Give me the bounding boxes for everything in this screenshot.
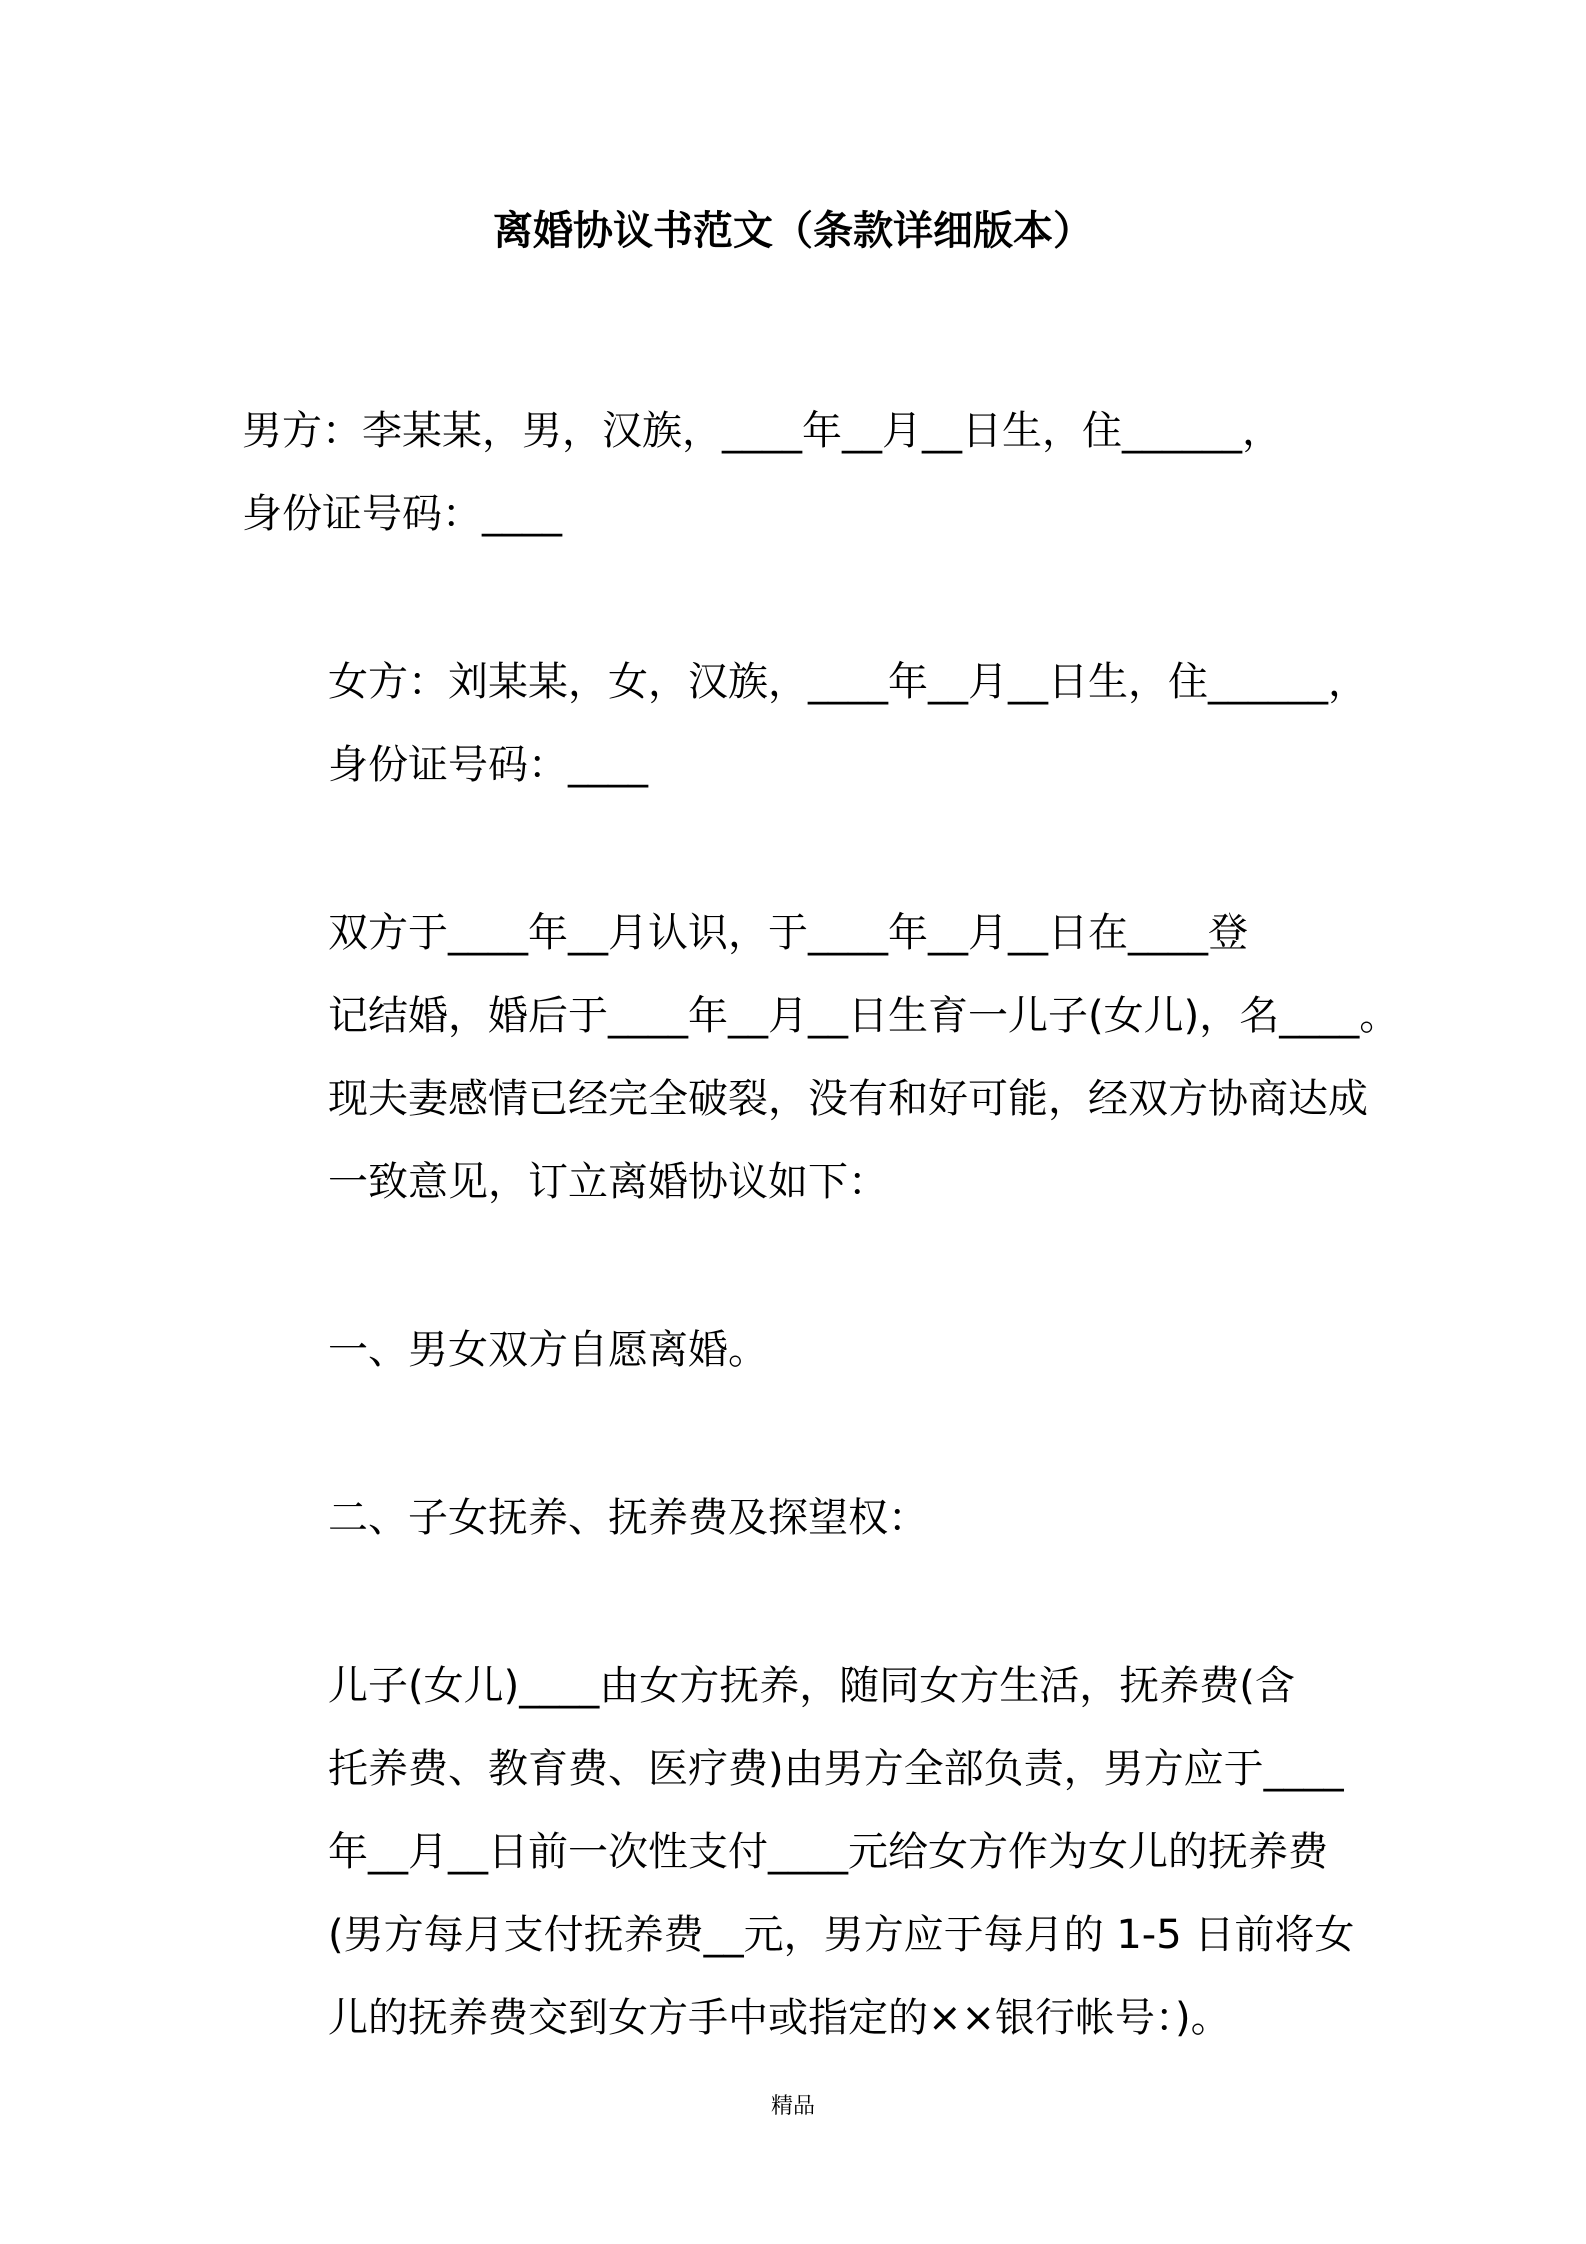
text-line: 年__月__日前一次性支付____元给女方作为女儿的抚养费 (328, 1829, 1328, 1875)
clause-2-heading (242, 1477, 1352, 1560)
text-line: 儿子(女儿)____由女方抚养，随同女方生活，抚养费(含 (328, 1663, 1295, 1709)
text-line: 女方：刘某某，女，汉族，____年__月__日生，住______， (328, 659, 1368, 705)
text-line: 一致意见，订立离婚协议如下： (328, 1159, 888, 1205)
text-line: 双方于____年__月认识，于____年__月__日在____登 (328, 910, 1248, 956)
text-line: 男方：李某某，男，汉族，____年__月__日生，住______， (242, 408, 1282, 454)
text-line: 儿的抚养费交到女方手中或指定的××银行帐号：)。 (328, 1995, 1231, 2041)
text-line: 托养费、教育费、医疗费)由男方全部负责，男方应于____ (328, 1746, 1344, 1792)
clause-2-body (242, 1645, 1355, 2060)
text-line: 身份证号码：____ (242, 491, 562, 537)
text-line: (男方每月支付抚养费__元，男方应于每月的 1-5 日前将女 (328, 1912, 1355, 1958)
paragraph-female-party (242, 641, 1368, 807)
text-line: 一、男女双方自愿离婚。 (328, 1327, 768, 1373)
document-title: 离婚协议书范文（条款详细版本） (493, 208, 1093, 254)
clause-1 (242, 1309, 1352, 1392)
text-line: 身份证号码：____ (328, 742, 648, 788)
text-line: 二、子女抚养、抚养费及探望权： (328, 1495, 928, 1541)
text-line: 记结婚，婚后于____年__月__日生育一儿子(女儿)，名____。 (328, 993, 1400, 1039)
document-body (242, 390, 1400, 2145)
page-footer: 精品 (770, 2094, 815, 2119)
paragraph-background (242, 892, 1400, 1224)
text-line: 现夫妻感情已经完全破裂，没有和好可能，经双方协商达成 (328, 1076, 1368, 1122)
paragraph-male-party (242, 390, 1352, 556)
